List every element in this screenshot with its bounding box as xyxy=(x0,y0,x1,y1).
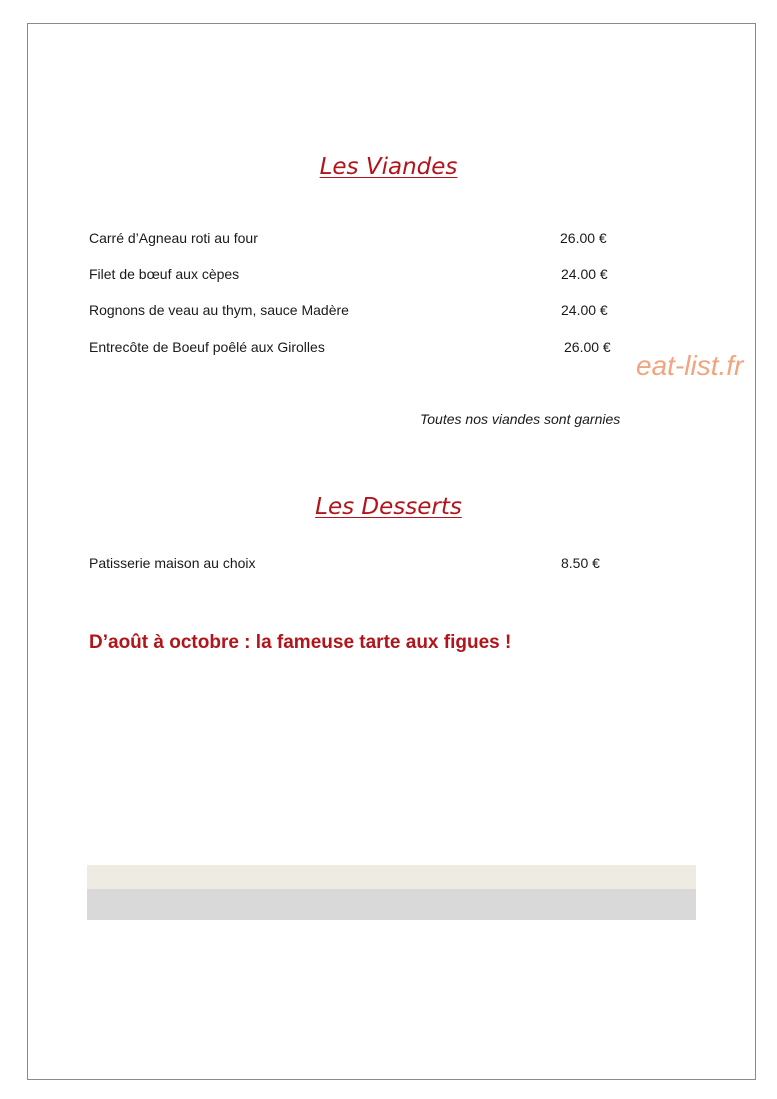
dish-name: Patisserie maison au choix xyxy=(89,555,256,571)
footer-bar-grey xyxy=(87,889,696,920)
dish-price: 26.00 € xyxy=(564,339,611,355)
menu-item-patisserie xyxy=(89,555,629,575)
dish-name: Filet de bœuf aux cèpes xyxy=(89,266,240,282)
menu-item-agneau xyxy=(89,230,629,250)
dish-name: Carré d’Agneau roti au four xyxy=(89,230,258,246)
dish-name: Entrecôte de Boeuf poêlé aux Girolles xyxy=(89,339,325,355)
dish-price: 24.00 € xyxy=(561,266,608,282)
desserts-title: Les Desserts xyxy=(315,494,462,520)
page-frame xyxy=(27,23,756,1080)
garnish-note: Toutes nos viandes sont garnies xyxy=(420,411,621,427)
dish-name: Rognons de veau au thym, sauce Madère xyxy=(89,302,349,318)
dish-price: 8.50 € xyxy=(561,555,600,571)
menu-item-filet-boeuf xyxy=(89,266,629,286)
menu-item-rognons xyxy=(89,302,629,322)
footer-bar-beige xyxy=(87,865,696,889)
watermark-logo: eat-list.fr xyxy=(636,350,744,381)
dish-price: 24.00 € xyxy=(561,302,608,318)
menu-item-entrecote xyxy=(89,339,629,359)
dish-price: 26.00 € xyxy=(560,230,607,246)
seasonal-highlight: D’août à octobre : la fameuse tarte aux figues ! xyxy=(89,632,512,653)
viandes-title: Les Viandes xyxy=(319,154,458,180)
